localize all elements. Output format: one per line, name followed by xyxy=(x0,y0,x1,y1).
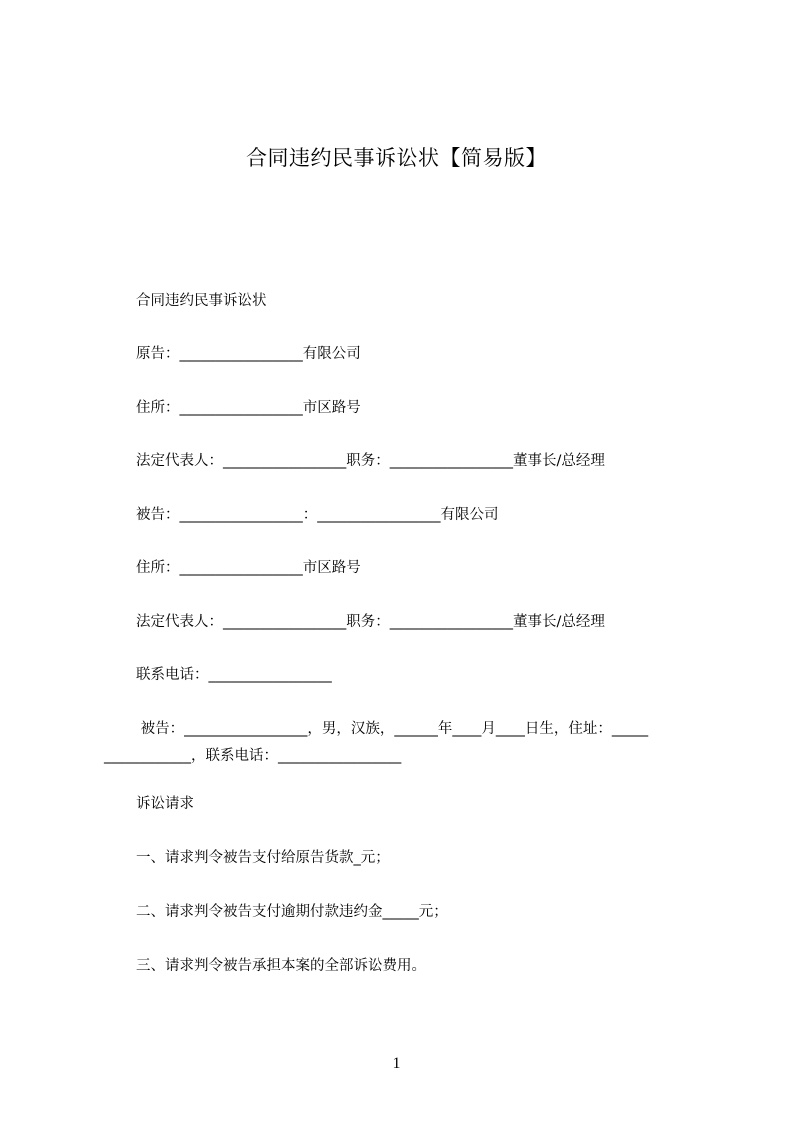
section-heading: 合同违约民事诉讼状 xyxy=(136,293,267,309)
claim-1: 一、请求判令被告支付给原告货款_元； xyxy=(136,850,390,866)
plaintiff-representative-line: 法定代表人：_________________职务：_________________董事长/总经理 xyxy=(136,453,605,469)
claim-3: 三、请求判令被告承担本案的全部诉讼费用。 xyxy=(136,958,426,974)
plaintiff-address-line: 住所：_________________市区路号 xyxy=(136,400,361,416)
defendant-person-line: 被告：_________________，男，汉族，______年____月____日生，住址：_____ xyxy=(136,721,649,737)
defendant-person-line-cont: ____________，联系电话：_________________ xyxy=(104,748,402,764)
defendant-representative-line: 法定代表人：_________________职务：_________________董事长/总经理 xyxy=(136,614,605,630)
document-title: 合同违约民事诉讼状【简易版】 xyxy=(246,146,547,170)
page-number: 1 xyxy=(392,1055,401,1072)
defendant-line: 被告：_________________：_________________有限公司 xyxy=(136,507,499,523)
claims-heading: 诉讼请求 xyxy=(136,796,194,812)
phone-line: 联系电话：_________________ xyxy=(136,667,332,683)
defendant-address-line: 住所：_________________市区路号 xyxy=(136,560,361,576)
claim-2: 二、请求判令被告支付逾期付款违约金_____元； xyxy=(136,904,448,920)
plaintiff-line: 原告：_________________有限公司 xyxy=(136,346,361,362)
